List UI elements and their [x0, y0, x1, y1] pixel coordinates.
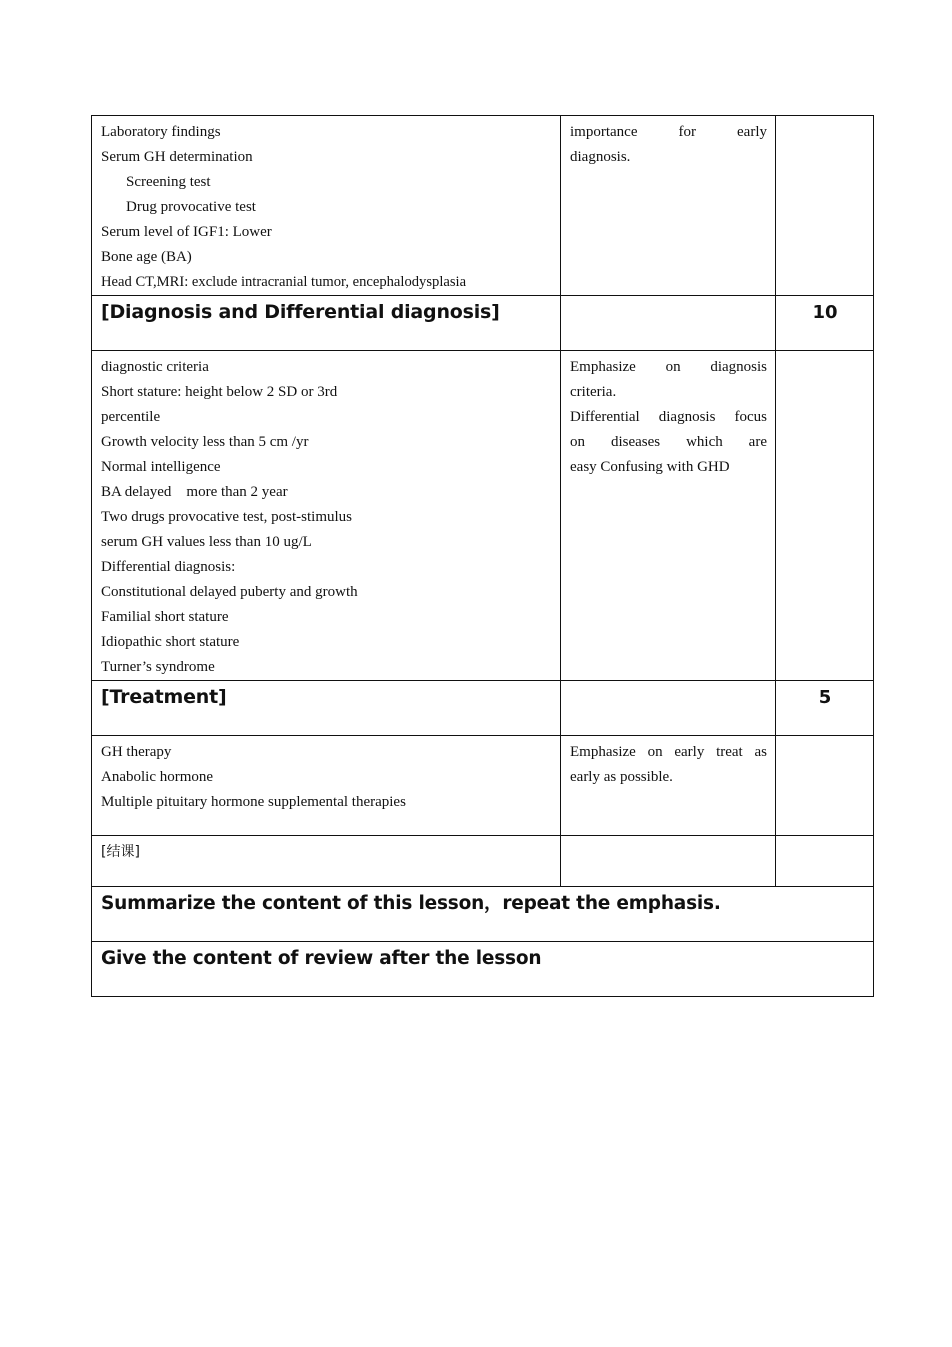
note-line: early as possible.	[570, 769, 673, 785]
content-line: Turner’s syndrome	[101, 659, 215, 675]
content-line: Screening test	[126, 174, 211, 190]
treatment-points	[776, 736, 874, 836]
content-line: Normal intelligence	[101, 459, 221, 475]
content-line: Differential diagnosis:	[101, 559, 236, 575]
content-line: Bone age (BA)	[101, 249, 192, 265]
note-line: criteria.	[570, 384, 617, 400]
closing-row	[92, 836, 874, 887]
treatment-row	[92, 736, 874, 836]
treatment-content	[92, 736, 561, 836]
note-line: Emphasize on diagnosis	[570, 359, 767, 375]
content-line: Short stature: height below 2 SD or 3rd	[101, 384, 338, 400]
content-line: Head CT,MRI: exclude intracranial tumor, encephalodysplasia	[101, 274, 467, 290]
section-points: 5	[818, 687, 832, 708]
content-line: Constitutional delayed puberty and growth	[101, 584, 358, 600]
review-text: Give the content of review after the lesson	[101, 948, 542, 969]
diagnosis-points	[776, 351, 874, 681]
content-line: GH therapy	[101, 744, 172, 760]
note-line: easy Confusing with GHD	[570, 459, 730, 475]
section-heading-diagnosis: [Diagnosis and Differential diagnosis]	[101, 301, 500, 323]
diagnosis-heading-row	[92, 296, 874, 351]
lab-findings-note	[561, 116, 776, 296]
diagnosis-content	[92, 351, 561, 681]
content-line: percentile	[101, 409, 161, 425]
lab-findings-content	[92, 116, 561, 296]
content-line: Familial short stature	[101, 609, 229, 625]
lesson-plan-table	[91, 115, 874, 997]
content-line: serum GH values less than 10 ug/L	[101, 534, 312, 550]
content-line: Serum level of IGF1: Lower	[101, 224, 272, 240]
summary-text: Summarize the content of this lesson，repeat the emphasis.	[101, 893, 721, 914]
section-points: 10	[812, 302, 838, 323]
review-row	[92, 942, 874, 997]
note-line: Differential diagnosis focus	[570, 409, 767, 425]
lab-findings-points	[776, 116, 874, 296]
content-line: Laboratory findings	[101, 124, 221, 140]
closing-label: [结课]	[101, 844, 140, 860]
content-line: Anabolic hormone	[101, 769, 214, 785]
treatment-note	[561, 736, 776, 836]
note-line: Emphasize on early treat as	[570, 744, 767, 760]
diagnosis-note	[561, 351, 776, 681]
lab-findings-row	[92, 116, 874, 296]
content-line: Two drugs provocative test, post-stimulus	[101, 509, 353, 525]
content-line: Serum GH determination	[101, 149, 253, 165]
summary-row	[92, 887, 874, 942]
note-line: diagnosis.	[570, 149, 631, 165]
section-heading-treatment: [Treatment]	[101, 686, 227, 708]
content-line: diagnostic criteria	[101, 359, 209, 375]
content-line: Growth velocity less than 5 cm /yr	[101, 434, 309, 450]
content-line: BA delayed more than 2 year	[101, 484, 288, 500]
note-line: importance for early	[570, 124, 767, 140]
content-line: Multiple pituitary hormone supplemental therapies	[101, 794, 406, 810]
diagnosis-row	[92, 351, 874, 681]
treatment-heading-row	[92, 681, 874, 736]
note-line: on diseases which are	[570, 434, 767, 450]
content-line: Drug provocative test	[126, 199, 256, 215]
content-line: Idiopathic short stature	[101, 634, 240, 650]
